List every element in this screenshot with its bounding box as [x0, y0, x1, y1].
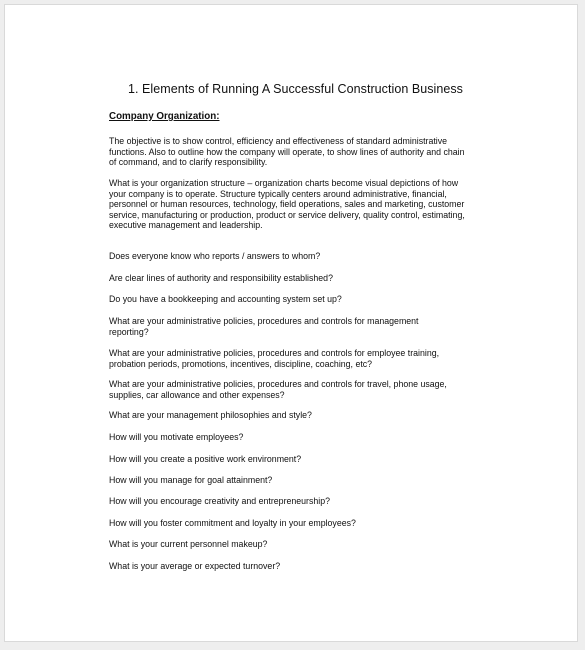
question-item: Are clear lines of authority and responsibility established? — [109, 273, 333, 283]
question-item: How will you motivate employees? — [109, 432, 244, 442]
section-heading: Company Organization: — [109, 111, 220, 122]
question-item: How will you foster commitment and loyalty in your employees? — [109, 518, 356, 528]
question-item: How will you manage for goal attainment? — [109, 475, 273, 485]
objective-paragraph: The objective is to show control, efficiency and effectiveness of standard administrative functions. Also to outline how the company will operate, to show lines of authority and chain of command, and to clarify responsibility. — [109, 136, 465, 167]
question-item: What are your administrative policies, procedures and controls for travel, phone usage, supplies, car allowance and other expenses? — [109, 379, 447, 400]
question-item: What is your current personnel makeup? — [109, 539, 268, 549]
question-item: How will you create a positive work environment? — [109, 454, 302, 464]
question-item: How will you encourage creativity and entrepreneurship? — [109, 496, 331, 506]
question-item: What is your average or expected turnover? — [109, 561, 281, 571]
question-item: What are your management philosophies and style? — [109, 410, 312, 420]
structure-paragraph: What is your organization structure – organization charts become visual depictions of how your company is to operate. Structure typically centers around administrative, financial, personnel or human resources, technology, field operations, sales and marketing, customer service, manufacturing or production, product or service delivery, quality control, estimating, executive management and leadership. — [109, 178, 465, 230]
document-title: 1. Elements of Running A Successful Construction Business — [128, 82, 463, 96]
question-item: Does everyone know who reports / answers to whom? — [109, 251, 321, 261]
question-item: Do you have a bookkeeping and accounting system set up? — [109, 294, 342, 304]
question-item: What are your administrative policies, procedures and controls for employee training, probation periods, promotions, incentives, discipline, coaching, etc? — [109, 348, 440, 369]
question-item: What are your administrative policies, procedures and controls for management reporting? — [109, 316, 419, 337]
